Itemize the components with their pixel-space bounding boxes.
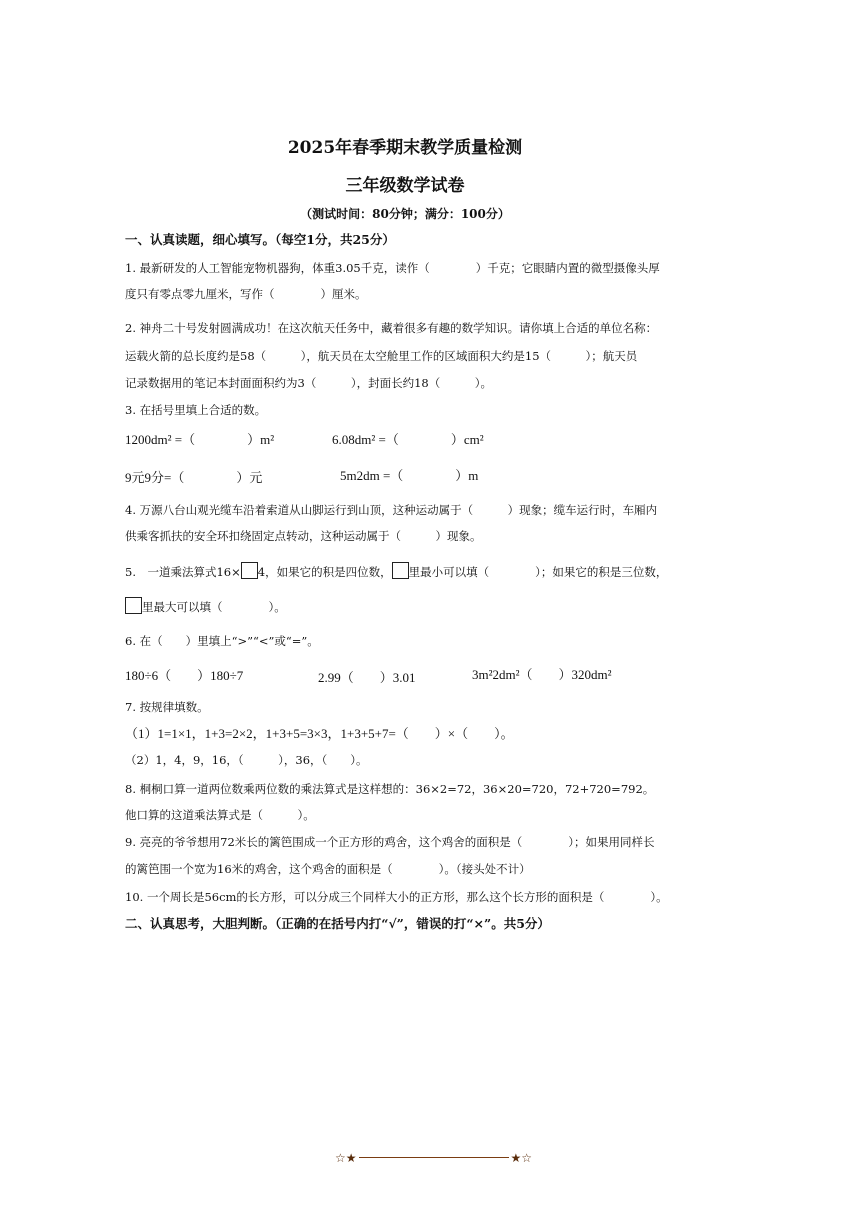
section-1-heading: 一、认真读题，细心填写。（每空1分，共25分） bbox=[125, 232, 395, 247]
q6-item-b: 2.99（ ）3.01 bbox=[318, 670, 416, 685]
q5-blank-box-1 bbox=[241, 562, 258, 579]
q2-line-1: 2. 神舟二十号发射圆满成功！在这次航天任务中，藏着很多有趣的数学知识。请你填上合适的单位名称： bbox=[125, 321, 658, 335]
q3-item-d: 5m2dm =（ ）m bbox=[340, 468, 479, 483]
q5-blank-box-3 bbox=[125, 597, 142, 614]
q2-line-3: 记录数据用的笔记本封面面积约为3（ ），封面长约18（ ）。 bbox=[125, 376, 492, 390]
footer-stars-left: ☆★ bbox=[334, 1151, 357, 1165]
q5-part-3: 里最小可以填（ ）；如果它的积是三位数， bbox=[408, 565, 668, 579]
q1-line-1: 1. 最新研发的人工智能宠物机器狗，体重3.05千克，读作（ ）千克；它眼睛内置的微型摄像头厚 bbox=[125, 261, 660, 275]
q2-line-2: 运载火箭的总长度约是58（ ），航天员在太空舱里工作的区域面积大约是15（ ）；航天员 bbox=[125, 349, 638, 363]
q10-line: 10. 一个周长是56cm的长方形，可以分成三个同样大小的正方形，那么这个长方形的面积是（ ）。 bbox=[125, 890, 668, 904]
exam-subtitle: 三年级数学试卷 bbox=[345, 176, 465, 196]
exam-title: 2025年春季期末教学质量检测 bbox=[287, 138, 523, 158]
q5-part-1: 5. 一道乘法算式16× bbox=[125, 565, 241, 579]
q7-intro: 7. 按规律填数。 bbox=[125, 700, 209, 714]
exam-info: （测试时间：80分钟；满分：100分） bbox=[300, 207, 510, 221]
q5-part-4: 里最大可以填（ ）。 bbox=[142, 600, 286, 614]
section-2-heading: 二、认真思考，大胆判断。（正确的在括号内打“√”，错误的打“×”。共5分） bbox=[125, 916, 550, 931]
q3-intro: 3. 在括号里填上合适的数。 bbox=[125, 403, 267, 417]
q7-line-1: （1）1=1×1，1+3=2×2，1+3+5=3×3，1+3+5+7=（ ）×（ ）。 bbox=[125, 726, 514, 741]
q3-item-c: 9元9分=（ ）元 bbox=[125, 470, 263, 485]
q5-blank-box-2 bbox=[392, 562, 409, 579]
q8-line-1: 8. 桐桐口算一道两位数乘两位数的乘法算式是这样想的：36×2=72，36×20=720，72+720=792。 bbox=[125, 782, 655, 796]
q9-line-2: 的篱笆围一个宽为16米的鸡舍，这个鸡舍的面积是（ ）。（接头处不计） bbox=[125, 862, 531, 876]
footer-divider bbox=[359, 1157, 509, 1158]
q7-line-2: （2）1，4，9，16，（ ），36，（ ）。 bbox=[125, 753, 368, 767]
q6-item-c: 3m²2dm²（ ）320dm² bbox=[472, 667, 612, 682]
q6-intro: 6. 在（ ）里填上“>”“<”或“=”。 bbox=[125, 634, 319, 648]
q9-line-1: 9. 亮亮的爷爷想用72米长的篱笆围成一个正方形的鸡舍，这个鸡舍的面积是（ ）；如果用同样长 bbox=[125, 835, 655, 849]
q5-line-1 bbox=[125, 562, 667, 580]
q4-line-2: 供乘客抓扶的安全环扣绕固定点转动，这种运动属于（ ）现象。 bbox=[125, 529, 482, 543]
q8-line-2: 他口算的这道乘法算式是（ ）。 bbox=[125, 808, 315, 822]
q3-item-b: 6.08dm² =（ ）cm² bbox=[332, 432, 484, 447]
footer-stars-right: ★☆ bbox=[510, 1151, 533, 1165]
q6-item-a: 180÷6（ ）180÷7 bbox=[125, 668, 244, 683]
page-footer bbox=[0, 1151, 867, 1165]
q5-line-2 bbox=[125, 597, 286, 615]
q4-line-1: 4. 万源八台山观光缆车沿着索道从山脚运行到山顶，这种运动属于（ ）现象；缆车运行时，车厢内 bbox=[125, 503, 658, 517]
q5-part-2: 4，如果它的积是四位数， bbox=[257, 565, 392, 579]
q3-item-a: 1200dm² =（ ）m² bbox=[125, 432, 275, 447]
q1-line-2: 度只有零点零九厘米，写作（ ）厘米。 bbox=[125, 287, 367, 301]
